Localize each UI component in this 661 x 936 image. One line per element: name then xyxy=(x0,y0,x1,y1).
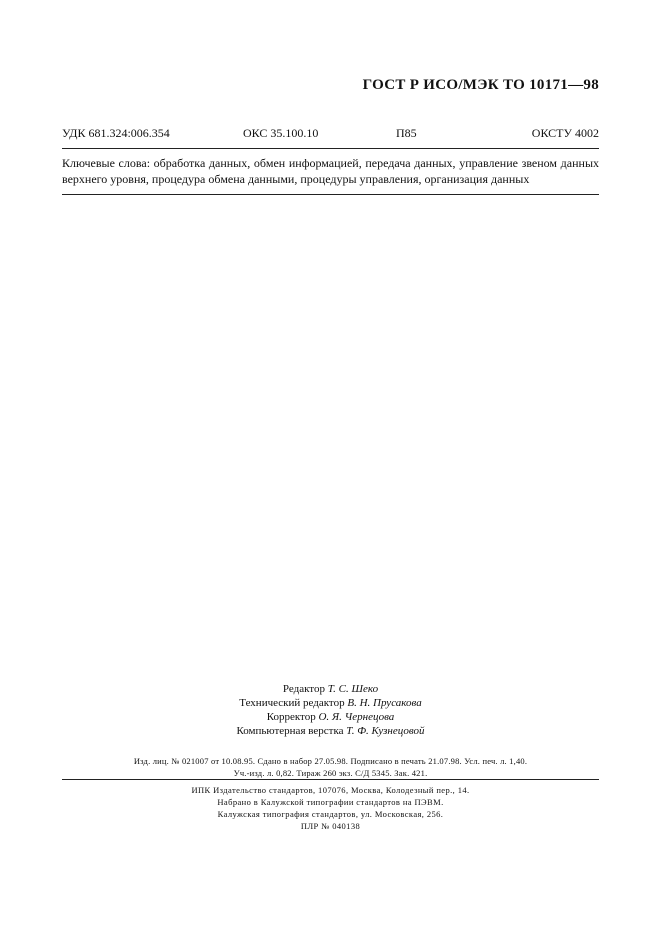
udk-code: УДК 681.324:006.354 xyxy=(62,126,170,140)
credits-block xyxy=(0,682,661,738)
keywords-text: Ключевые слова: обработка данных, обмен информацией, передача данных, управление звеном данных верхнего уровня, процедура обмена данными, процедуры управления, организация данных xyxy=(62,156,599,186)
group-code: П85 xyxy=(396,126,417,140)
credit-person: Т. С. Шеко xyxy=(327,683,379,695)
credit-role: Редактор xyxy=(282,683,325,695)
imprint-line: Изд. лиц. № 021007 от 10.08.95. Сдано в набор 27.05.98. Подписано в печать 21.07.98. Усл. печ. л. 1,40. xyxy=(133,756,528,766)
divider-imprint xyxy=(62,779,599,780)
publisher-block xyxy=(0,784,661,832)
credit-layout xyxy=(0,724,661,738)
credit-person: Т. Ф. Кузнецовой xyxy=(346,725,425,737)
publisher-line: Набрано в Калужской типографии стандартов на ПЭВМ. xyxy=(217,797,444,807)
publisher-line: ПЛР № 040138 xyxy=(300,821,361,831)
oks-code: ОКС 35.100.10 xyxy=(243,126,319,140)
credit-corrector xyxy=(0,710,661,724)
credit-role: Корректор xyxy=(266,711,316,723)
divider-top xyxy=(62,148,599,149)
standard-number: ГОСТ Р ИСО/МЭК ТО 10171—98 xyxy=(362,77,599,93)
credit-editor xyxy=(0,682,661,696)
credit-role: Технический редактор xyxy=(239,697,345,709)
divider-keywords xyxy=(62,194,599,195)
imprint-line: Уч.-изд. л. 0,82. Тираж 260 экз. С/Д 5345. Зак. 421. xyxy=(233,768,428,778)
okstu-code: ОКСТУ 4002 xyxy=(531,126,599,140)
credit-person: О. Я. Чернецова xyxy=(318,711,395,723)
publisher-line: Калужская типография стандартов, ул. Московская, 256. xyxy=(217,809,444,819)
credit-role: Компьютерная верстка xyxy=(236,725,344,737)
publisher-line: ИПК Издательство стандартов, 107076, Москва, Колодезный пер., 14. xyxy=(191,785,470,795)
imprint-block xyxy=(0,755,661,779)
credit-tech-editor xyxy=(0,696,661,710)
credit-person: В. Н. Прусакова xyxy=(347,697,422,709)
